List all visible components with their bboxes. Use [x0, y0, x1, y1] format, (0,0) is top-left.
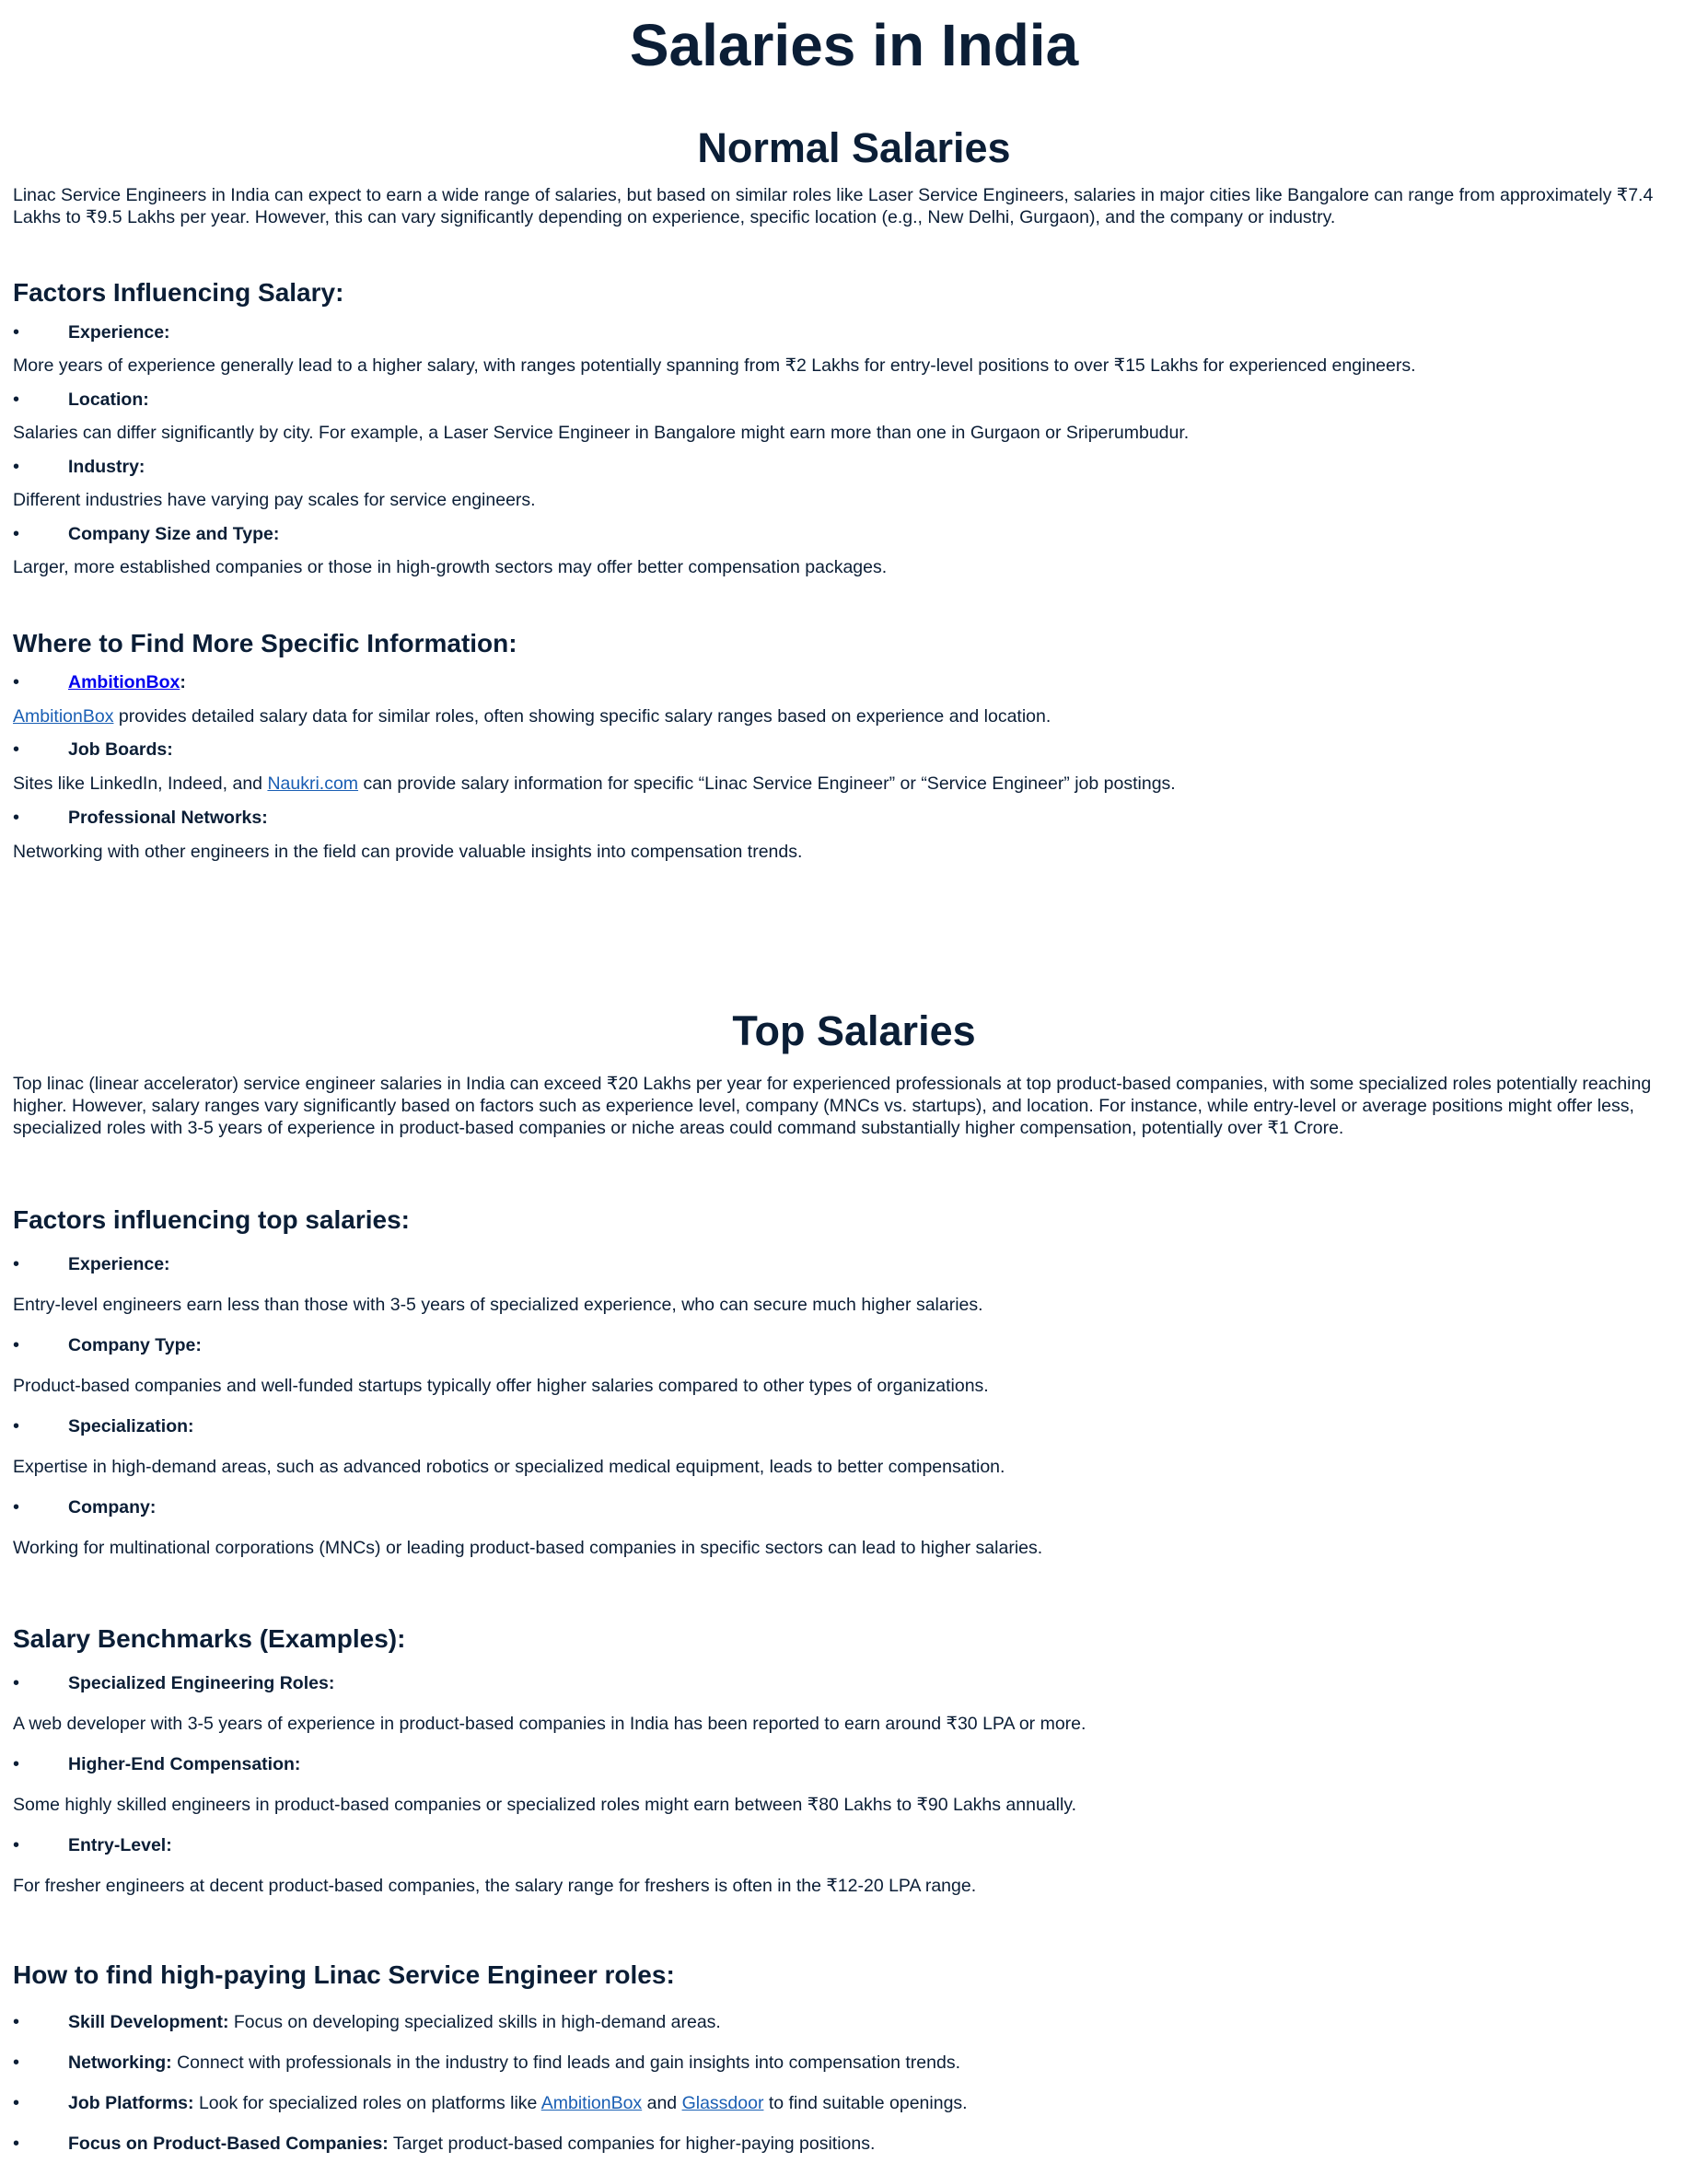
item-text [68, 2133, 875, 2155]
factors-influencing-salary-heading: Factors Influencing Salary: [13, 278, 344, 307]
bullet-icon: • [13, 672, 20, 692]
item-description [13, 773, 1694, 795]
item-description: Entry-level engineers earn less than those with 3-5 years of specialized experience, who can secure much higher salaries. [13, 1295, 983, 1315]
bullet-icon: • [13, 524, 20, 544]
page-title: Salaries in India [629, 12, 1079, 78]
item-text [68, 2052, 960, 2074]
bullet-icon: • [13, 2134, 20, 2154]
bullet-icon: • [13, 390, 20, 410]
naukri-link[interactable]: Naukri.com [267, 773, 359, 794]
item-label-wrap [68, 671, 186, 693]
jobboards-pre: Sites like LinkedIn, Indeed, and [13, 773, 268, 794]
item-description: Larger, more established companies or those in high-growth sectors may offer better compensation packages. [13, 557, 888, 577]
item-label: Specialized Engineering Roles: [68, 1673, 335, 1693]
bullet-icon: • [13, 457, 20, 477]
item-description [13, 705, 1694, 727]
bullet-icon: • [13, 1416, 20, 1436]
item-label: Skill Development: [68, 2012, 229, 2032]
item-label: Specialization: [68, 1416, 194, 1436]
item-label: Job Platforms: [68, 2093, 194, 2113]
item-label: Entry-Level: [68, 1835, 172, 1855]
item-label: Higher-End Compensation: [68, 1754, 301, 1774]
bullet-icon: • [13, 1673, 20, 1693]
ambitionbox-desc: provides detailed salary data for similar roles, often showing specific salary ranges based on experience and location. [113, 706, 1052, 727]
bullet-icon: • [13, 1335, 20, 1355]
bullet-icon: • [13, 1254, 20, 1274]
factors-influencing-top-heading: Factors influencing top salaries: [13, 1205, 410, 1234]
item-label-colon: : [180, 672, 186, 692]
jobboards-post: can provide salary information for specific “Linac Service Engineer” or “Service Engineer” job postings. [358, 773, 1176, 794]
normal-salaries-heading: Normal Salaries [697, 124, 1011, 171]
glassdoor-link[interactable]: Glassdoor [681, 2093, 764, 2113]
top-salaries-heading: Top Salaries [732, 1007, 976, 1054]
item-text [68, 2011, 721, 2033]
bullet-icon: • [13, 1754, 20, 1774]
item-label: Professional Networks: [68, 808, 268, 828]
item-desc-post: to find suitable openings. [763, 2093, 968, 2113]
bullet-icon: • [13, 1835, 20, 1855]
item-label: Company Size and Type: [68, 524, 280, 544]
item-desc-pre: Look for specialized roles on platforms like [193, 2093, 541, 2113]
item-desc: Connect with professionals in the industry to find leads and gain insights into compensation trends. [171, 2053, 961, 2073]
item-label: Company: [68, 1497, 157, 1518]
salary-benchmarks-heading: Salary Benchmarks (Examples): [13, 1624, 406, 1653]
ambitionbox-link-2[interactable]: AmbitionBox [540, 2093, 643, 2113]
item-label: Company Type: [68, 1335, 202, 1355]
item-desc: Focus on developing specialized skills in high-demand areas. [228, 2012, 721, 2032]
item-label: Job Boards: [68, 739, 173, 760]
item-label: Industry: [68, 457, 145, 477]
where-to-find-heading: Where to Find More Specific Information: [13, 629, 517, 657]
bullet-icon: • [13, 2012, 20, 2032]
bullet-icon: • [13, 2053, 20, 2073]
bullet-icon: • [13, 739, 20, 760]
item-label: Networking: [68, 2053, 172, 2073]
how-to-find-heading: How to find high-paying Linac Service Engineer roles: [13, 1960, 675, 1989]
normal-salaries-intro: Linac Service Engineers in India can expect to earn a wide range of salaries, but based on similar roles like Laser Service Engineers, salaries in major cities like Bangalore can range from approximately ₹7.4 Lakhs to ₹9.5 Lakhs per year. However, this can vary significantly depending on experience, specific location (e.g., New Delhi, Gurgaon), and the company or industry. [13, 185, 1654, 227]
top-salaries-intro: Top linac (linear accelerator) service engineer salaries in India can exceed ₹20 Lakhs per year for experienced professionals at top product-based companies, with some specialized roles potentially reaching higher. However, salary ranges vary significantly based on factors such as experience level, company (MNCs vs. startups), and location. For instance, while entry-level or average positions might offer less, specialized roles with 3-5 years of experience in product-based companies or niche areas could command substantially higher compensation, potentially over ₹1 Crore. [13, 1074, 1652, 1138]
ambitionbox-link[interactable]: AmbitionBox [68, 672, 180, 692]
item-description: Salaries can differ significantly by city. For example, a Laser Service Engineer in Bangalore might earn more than one in Gurgaon or Sriperumbudur. [13, 423, 1190, 443]
item-label: Experience: [68, 322, 170, 343]
ambitionbox-inline-link[interactable]: AmbitionBox [13, 706, 114, 727]
item-description: Product-based companies and well-funded startups typically offer higher salaries compared to other types of organizations. [13, 1376, 989, 1396]
item-label: Focus on Product-Based Companies: [68, 2134, 389, 2154]
bullet-icon: • [13, 808, 20, 828]
item-desc-mid: and [642, 2093, 682, 2113]
item-description: Working for multinational corporations (MNCs) or leading product-based companies in specific sectors can lead to higher salaries. [13, 1538, 1043, 1558]
bullet-icon: • [13, 322, 20, 343]
item-desc: Target product-based companies for higher-paying positions. [388, 2134, 876, 2154]
item-description: For fresher engineers at decent product-based companies, the salary range for freshers is often in the ₹12-20 LPA range. [13, 1876, 977, 1896]
item-description: A web developer with 3-5 years of experience in product-based companies in India has been reported to earn around ₹30 LPA or more. [13, 1714, 1086, 1734]
item-description: Different industries have varying pay scales for service engineers. [13, 490, 536, 510]
item-description: Networking with other engineers in the field can provide valuable insights into compensation trends. [13, 842, 803, 862]
bullet-icon: • [13, 1497, 20, 1518]
item-text [68, 2092, 968, 2114]
item-description: Expertise in high-demand areas, such as advanced robotics or specialized medical equipment, leads to better compensation. [13, 1457, 1005, 1477]
item-description: Some highly skilled engineers in product-based companies or specialized roles might earn between ₹80 Lakhs to ₹90 Lakhs annually. [13, 1795, 1077, 1815]
item-label: Location: [68, 390, 149, 410]
item-label: Experience: [68, 1254, 170, 1274]
item-description: More years of experience generally lead to a higher salary, with ranges potentially spanning from ₹2 Lakhs for entry-level positions to over ₹15 Lakhs for experienced engineers. [13, 355, 1416, 376]
bullet-icon: • [13, 2093, 20, 2113]
